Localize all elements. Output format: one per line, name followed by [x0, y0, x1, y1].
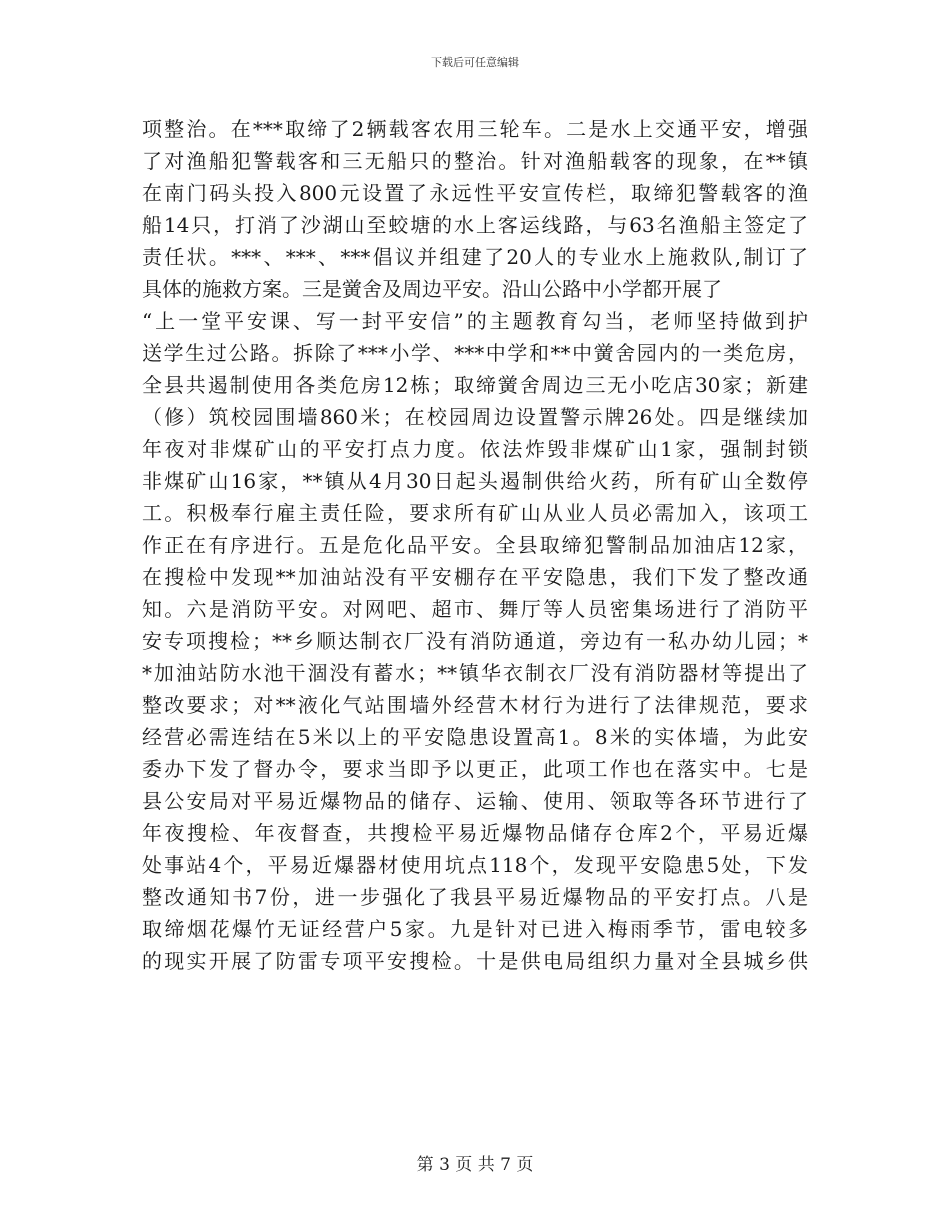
text-line: 工。积极奉行雇主责任险，要求所有矿山从业人员必需加入，该项工 [142, 501, 808, 525]
text-line: 年夜对非煤矿山的平安打点力度。依法炸毁非煤矿山1家，强制封锁 [142, 437, 808, 461]
text-line: 委办下发了督办令，要求当即予以更正，此项工作也在落实中。七是 [142, 757, 808, 781]
text-line: 县公安局对平易近爆物品的储存、运输、使用、领取等各环节进行了 [142, 789, 808, 813]
text-line: 了对渔船犯警载客和三无船只的整治。针对渔船载客的现象，在**镇 [142, 149, 808, 173]
text-line: 全县共遏制使用各类危房12栋；取缔黉舍周边三无小吃店30家；新建 [142, 373, 808, 397]
text-line: 在南门码头投入800元设置了永远性平安宣传栏，取缔犯警载客的渔 [142, 181, 808, 205]
text-line: 责任状。***、***、***倡议并组建了20人的专业水上施救队,制订了 [142, 245, 808, 269]
text-line: “上一堂平安课、写一封平安信”的主题教育勾当，老师坚持做到护 [142, 309, 808, 333]
text-line: 安专项搜检；**乡顺达制衣厂没有消防通道，旁边有一私办幼儿园；* [142, 629, 808, 653]
text-line: 取缔烟花爆竹无证经营户5家。九是针对已进入梅雨季节，雷电较多 [142, 917, 808, 941]
text-line: 船14只，打消了沙湖山至蛟塘的水上客运线路，与63名渔船主签定了 [142, 213, 808, 237]
text-line: （修）筑校园围墙860米；在校园周边设置警示牌26处。四是继续加 [142, 405, 808, 429]
text-line: 的现实开展了防雷专项平安搜检。十是供电局组织力量对全县城乡供 [142, 949, 808, 973]
text-line: 经营必需连结在5米以上的平安隐患设置高1。8米的实体墙，为此安 [142, 725, 808, 749]
text-line: 在搜检中发现**加油站没有平安棚存在平安隐患，我们下发了整改通 [142, 565, 808, 589]
body-text [142, 113, 808, 977]
text-line: 处事站4个，平易近爆器材使用坑点118个，发现平安隐患5处，下发 [142, 853, 808, 877]
text-line: 年夜搜检、年夜督查，共搜检平易近爆物品储存仓库2个，平易近爆 [142, 821, 808, 845]
page-header-note: 下载后可任意编辑 [431, 56, 519, 69]
text-line: 非煤矿山16家，**镇从4月30日起头遏制供给火药，所有矿山全数停 [142, 469, 808, 493]
text-line: 知。六是消防平安。对网吧、超市、舞厅等人员密集场进行了消防平 [142, 597, 808, 621]
page-number: 第 3 页 共 7 页 [416, 1155, 534, 1175]
text-line: 项整治。在***取缔了2辆载客农用三轮车。二是水上交通平安，增强 [142, 117, 808, 141]
text-line: 整改通知书7份，进一步强化了我县平易近爆物品的平安打点。八是 [142, 885, 808, 909]
text-line: 送学生过公路。拆除了***小学、***中学和**中黉舍园内的一类危房， [142, 341, 808, 365]
text-line: 具体的施救方案。三是黉舍及周边平安。沿山公路中小学都开展了 [142, 277, 722, 301]
text-line: *加油站防水池干涸没有蓄水；**镇华衣制衣厂没有消防器材等提出了 [142, 661, 808, 685]
text-line: 整改要求；对**液化气站围墙外经营木材行为进行了法律规范，要求 [142, 693, 808, 717]
text-line: 作正在有序进行。五是危化品平安。全县取缔犯警制品加油店12家， [142, 533, 808, 557]
